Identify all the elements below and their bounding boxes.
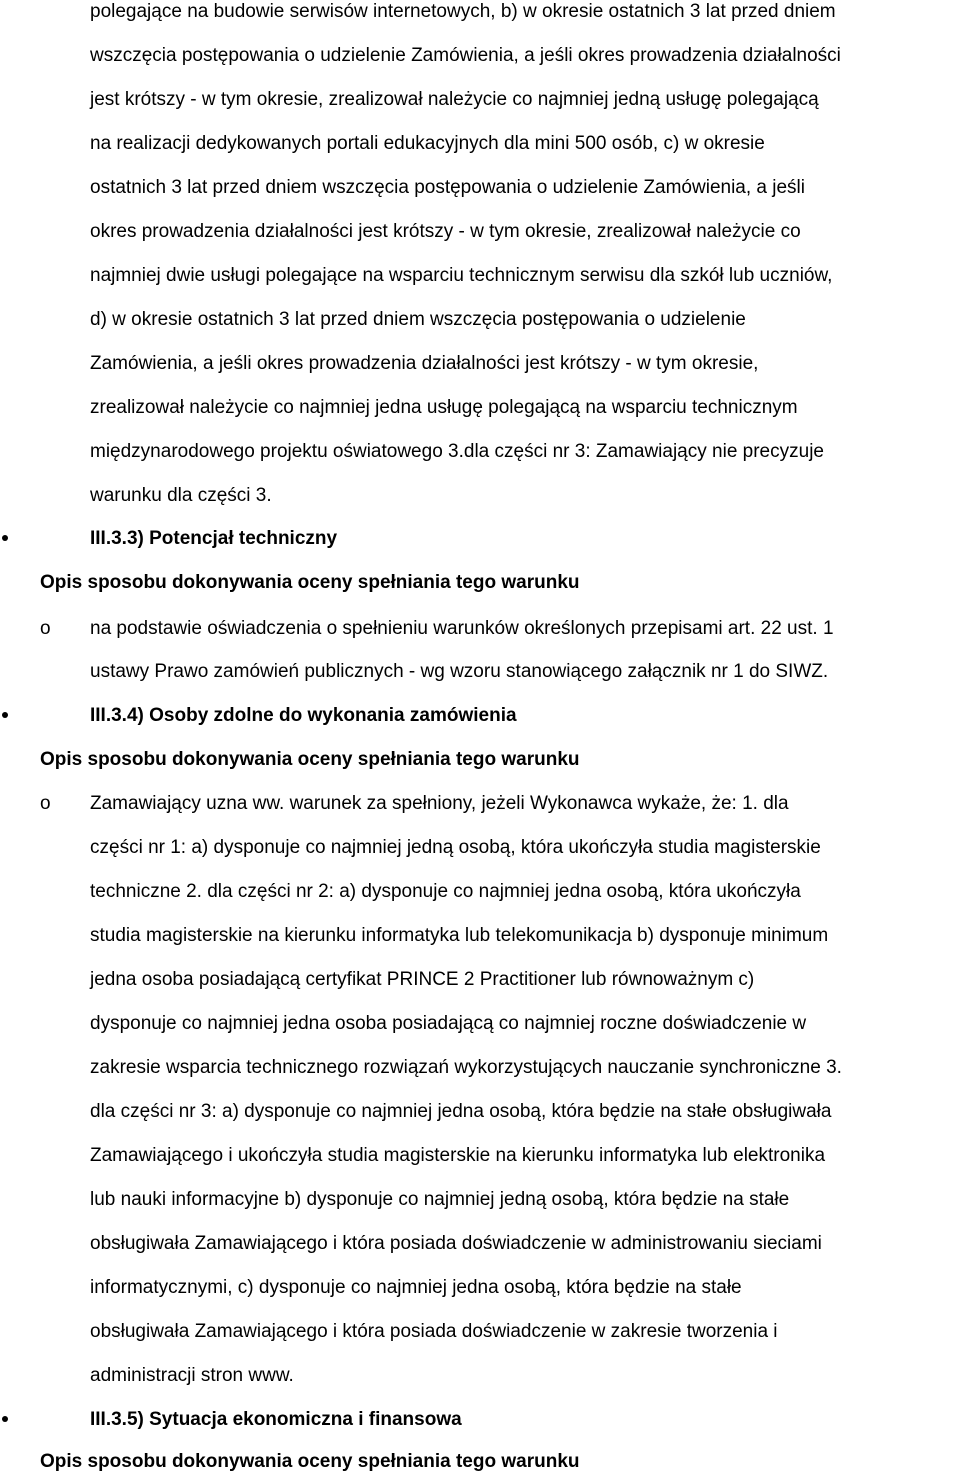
paragraph-line: d) w okresie ostatnich 3 lat przed dniem wszczęcia postępowania o udzielenie [90,309,746,330]
body-line: obsługiwała Zamawiającego i która posiada doświadczenie w zakresie tworzenia i [90,1321,778,1342]
body-line: administracji stron www. [90,1365,294,1386]
bullet-dot-icon [2,712,8,718]
paragraph-line: polegające na budowie serwisów internetowych, b) w okresie ostatnich 3 lat przed dniem [90,1,836,22]
body-line: zakresie wsparcia technicznego rozwiązań wykorzystujących nauczanie synchroniczne 3. [90,1057,842,1078]
body-line: studia magisterskie na kierunku informatyka lub telekomunikacja b) dysponuje minimum [90,925,829,946]
paragraph-line: okres prowadzenia działalności jest krótszy - w tym okresie, zrealizował należycie co [90,221,801,242]
body-line: ustawy Prawo zamówień publicznych - wg wzoru stanowiącego załącznik nr 1 do SIWZ. [90,661,829,682]
paragraph-line: Zamówienia, a jeśli okres prowadzenia działalności jest krótszy - w tym okresie, [90,353,759,374]
paragraph-line: wszczęcia postępowania o udzielenie Zamówienia, a jeśli okres prowadzenia działalności [90,45,841,66]
bullet-dot-icon [2,1416,8,1422]
circle-bullet-icon: o [40,793,51,814]
section-subheading: Opis sposobu dokonywania oceny spełniania tego warunku [40,749,580,770]
paragraph-line: zrealizował należycie co najmniej jedna usługę polegającą na wsparciu technicznym [90,397,798,418]
paragraph-line: jest krótszy - w tym okresie, zrealizował należycie co najmniej jedną usługę polegającą [90,89,819,110]
body-line: Zamawiającego i ukończyła studia magisterskie na kierunku informatyka lub elektronika [90,1145,826,1166]
paragraph-line: warunku dla części 3. [90,485,272,506]
body-line: techniczne 2. dla części nr 2: a) dysponuje co najmniej jedna osobą, która ukończyła [90,881,801,902]
section-subheading: Opis sposobu dokonywania oceny spełniania tego warunku [40,572,580,593]
body-line: na podstawie oświadczenia o spełnieniu warunków określonych przepisami art. 22 ust. 1 [90,618,834,639]
paragraph-line: międzynarodowego projektu oświatowego 3.dla części nr 3: Zamawiający nie precyzuje [90,441,824,462]
body-line: lub nauki informacyjne b) dysponuje co najmniej jedną osobą, która będzie na stałe [90,1189,790,1210]
section-heading: III.3.4) Osoby zdolne do wykonania zamówienia [90,705,517,726]
body-line: dysponuje co najmniej jedna osoba posiadającą co najmniej roczne doświadczenie w [90,1013,807,1034]
paragraph-line: najmniej dwie usługi polegające na wsparciu technicznym serwisu dla szkół lub uczniów, [90,265,833,286]
body-line: obsługiwała Zamawiającego i która posiada doświadczenie w administrowaniu sieciami [90,1233,822,1254]
bullet-dot-icon [2,535,8,541]
section-heading: III.3.3) Potencjał techniczny [90,528,338,549]
body-line: dla części nr 3: a) dysponuje co najmniej jedna osobą, która będzie na stałe obsługiwała [90,1101,832,1122]
paragraph-line: na realizacji dedykowanych portali edukacyjnych dla mini 500 osób, c) w okresie [90,133,765,154]
body-line: części nr 1: a) dysponuje co najmniej jedną osobą, która ukończyła studia magisterskie [90,837,821,858]
circle-bullet-icon: o [40,618,51,639]
body-line: Zamawiający uzna ww. warunek za spełniony, jeżeli Wykonawca wykaże, że: 1. dla [90,793,789,814]
section-heading: III.3.5) Sytuacja ekonomiczna i finansowa [90,1409,462,1430]
body-line: informatycznymi, c) dysponuje co najmniej jedna osobą, która będzie na stałe [90,1277,742,1298]
paragraph-line: ostatnich 3 lat przed dniem wszczęcia postępowania o udzielenie Zamówienia, a jeśli [90,177,805,198]
body-line: jedna osoba posiadającą certyfikat PRINCE 2 Practitioner lub równoważnym c) [90,969,755,990]
section-subheading: Opis sposobu dokonywania oceny spełniania tego warunku [40,1451,580,1472]
